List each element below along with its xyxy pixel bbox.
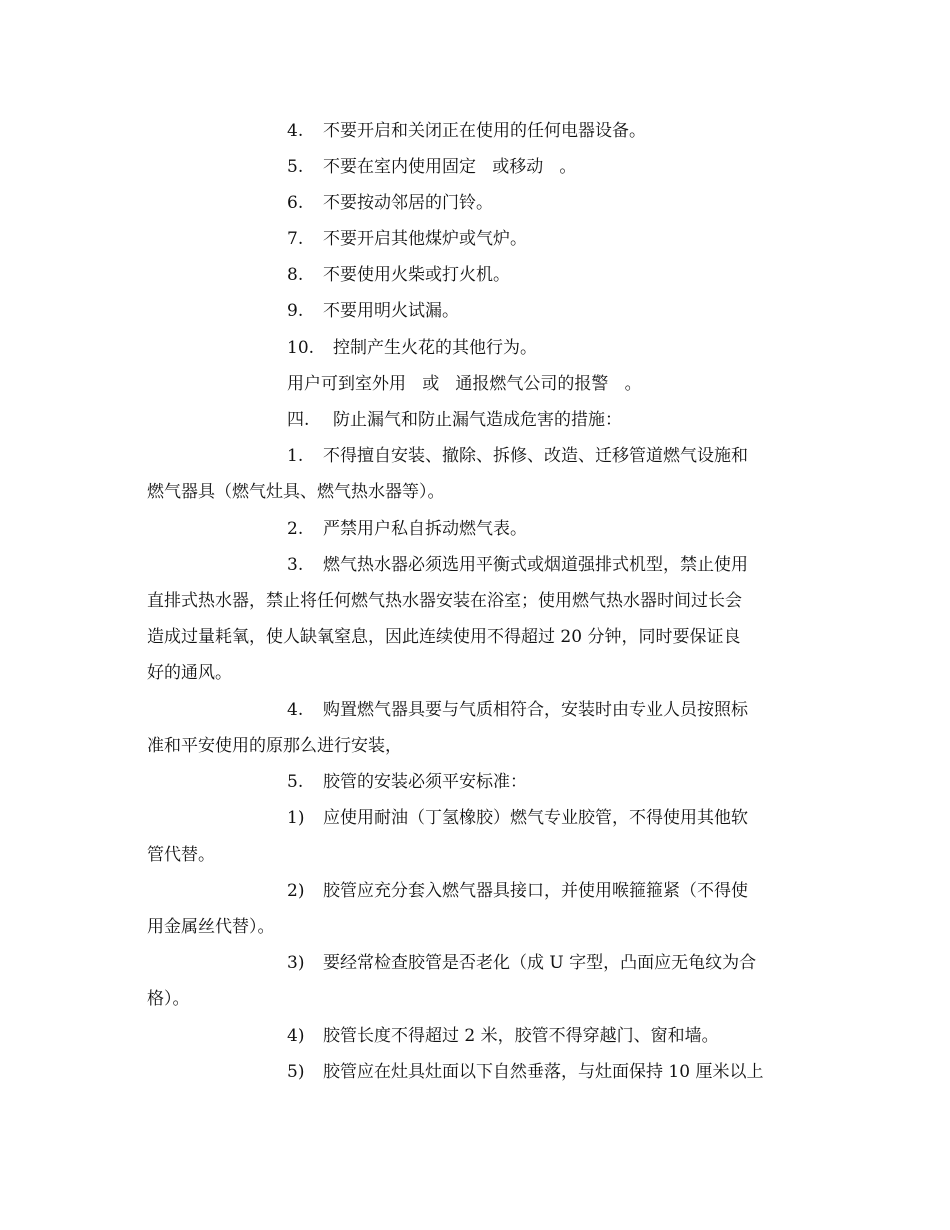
list-item [287,337,537,359]
item-text: 控制产生火花的其他行为。 [333,338,537,358]
list-item [287,264,510,286]
item-number: 4) [287,1026,305,1046]
item-text: 准和平安使用的原那么进行安装， [147,736,402,756]
item-number: 7. [287,229,304,249]
item-text: 应使用耐油（丁氢橡胶）燃气专业胶管，不得使用其他软 [323,808,748,828]
item-text: 要经常检查胶管是否老化（成 U 字型，凸面应无龟纹为合 [323,953,757,973]
item-text: 燃气器具（燃气灶具、燃气热水器等）。 [147,482,445,502]
item-number: 3. [287,555,304,575]
item-number: 10. [287,338,315,358]
continuation-line [147,916,275,938]
item-number: 4. [287,121,304,141]
list-item [287,192,493,214]
list-item [287,156,576,178]
item-text: 胶管的安装必须平安标准： [323,772,527,792]
item-text: 不要开启和关闭正在使用的任何电器设备。 [323,121,646,141]
item-text: 不要在室内使用固定 或移动 。 [323,157,577,177]
item-number: 3) [287,953,305,973]
continuation-line [147,735,402,757]
continuation-line [147,988,190,1010]
item-number: 5) [287,1062,305,1082]
item-text: 燃气热水器必须选用平衡式或烟道强排式机型，禁止使用 [323,555,748,575]
item-text: 购置燃气器具要与气质相符合，安装时由专业人员按照标 [323,700,748,720]
item-text: 胶管应在灶具灶面以下自然垂落，与灶面保持 10 厘米以上 [323,1062,764,1082]
item-text: 用金属丝代替）。 [147,917,275,937]
list-item [287,445,748,467]
sub-list-item [287,1061,763,1083]
continuation-line [147,626,740,648]
item-text: 胶管长度不得超过 2 米，胶管不得穿越门、窗和墙。 [323,1026,719,1046]
item-number: 2) [287,881,305,901]
continuation-line [147,481,445,503]
item-text: 好的通风。 [147,663,232,683]
section-heading [287,409,622,431]
item-number: 9. [287,301,304,321]
sub-list-item [287,880,748,902]
item-number: 4. [287,700,304,720]
item-text: 胶管应充分套入燃气器具接口，并使用喉箍箍紧（不得使 [323,881,748,901]
item-text: 直排式热水器，禁止将任何燃气热水器安装在浴室；使用燃气热水器时间过长会 [147,591,742,611]
sub-list-item [287,807,748,829]
paragraph-text: 用户可到室外用 或 通报燃气公司的报警 。 [287,374,642,394]
paragraph-line [287,373,642,395]
item-text: 格）。 [147,989,190,1009]
item-number: 5. [287,772,304,792]
continuation-line [147,662,232,684]
list-item [287,300,459,322]
item-number: 5. [287,157,304,177]
list-item [287,699,748,721]
item-number: 2. [287,519,304,539]
item-text: 不得擅自安装、撤除、拆修、改造、迁移管道燃气设施和 [323,446,748,466]
item-number: 1. [287,446,304,466]
list-item [287,554,748,576]
list-item [287,228,527,250]
item-number: 1) [287,808,305,828]
item-text: 不要使用火柴或打火机。 [323,265,510,285]
sub-list-item [287,952,756,974]
section-title: 防止漏气和防止漏气造成危害的措施： [333,410,622,430]
item-number: 8. [287,265,304,285]
continuation-line [147,590,742,612]
item-text: 造成过量耗氧，使人缺氧窒息，因此连续使用不得超过 20 分钟，同时要保证良 [147,627,741,647]
item-text: 管代替。 [147,845,215,865]
list-item [287,120,646,142]
continuation-line [147,844,215,866]
item-text: 不要开启其他煤炉或气炉。 [323,229,527,249]
sub-list-item [287,1025,719,1047]
section-number: 四. [287,410,310,430]
list-item [287,518,527,540]
item-number: 6. [287,193,304,213]
item-text: 不要用明火试漏。 [323,301,459,321]
item-text: 不要按动邻居的门铃。 [323,193,493,213]
list-item [287,771,527,793]
item-text: 严禁用户私自拆动燃气表。 [323,519,527,539]
